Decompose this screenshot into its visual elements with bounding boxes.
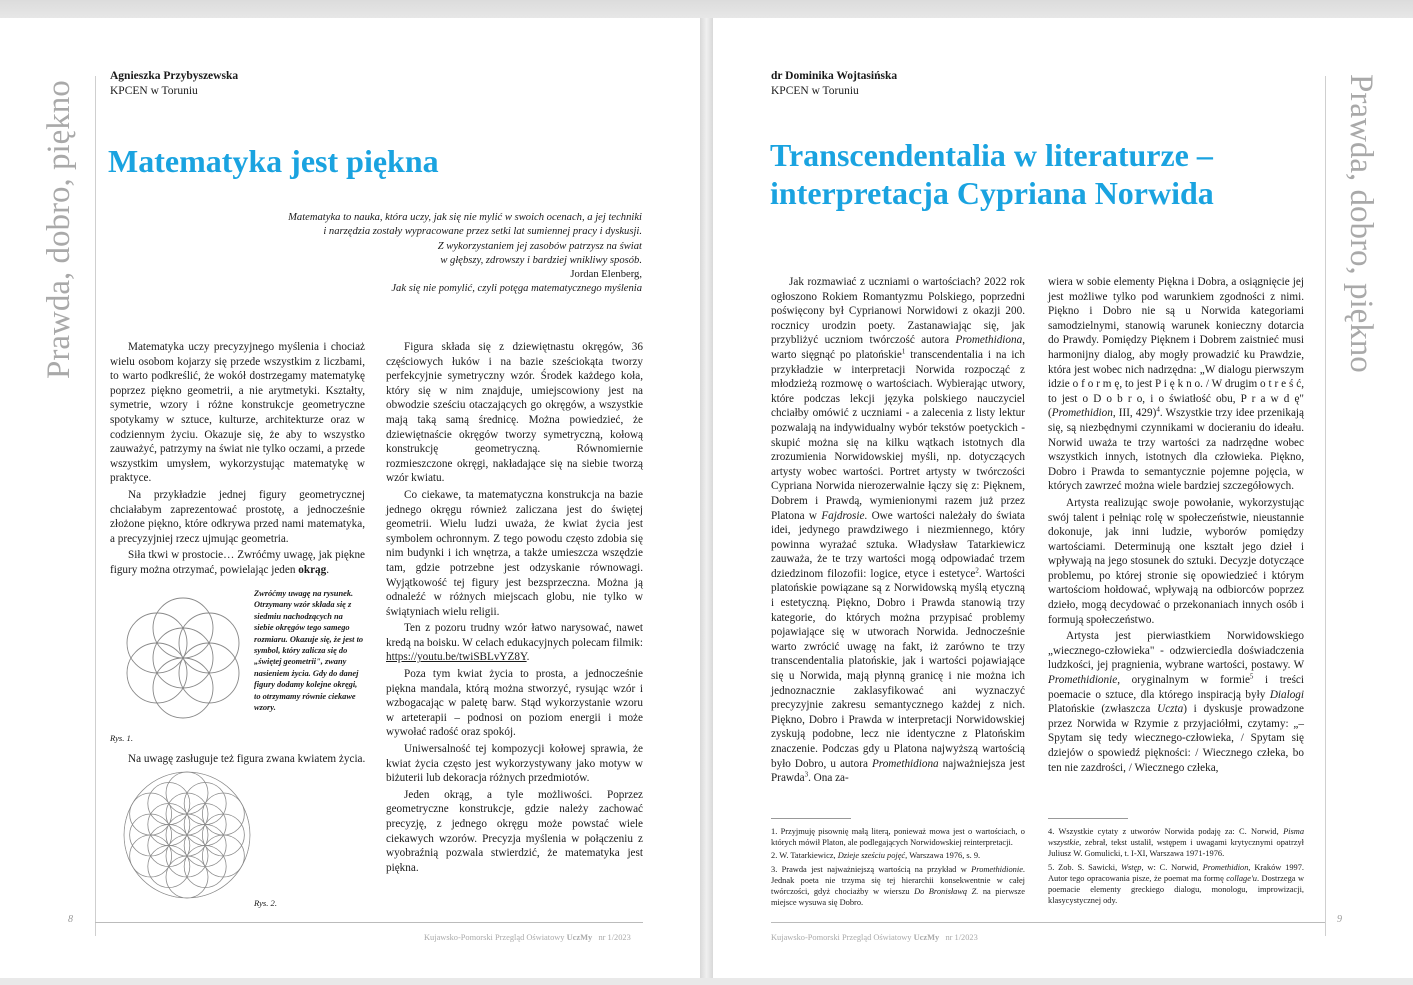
epigraph-source-author: Jordan Elenberg, — [570, 269, 642, 281]
left-side-rule — [95, 76, 96, 936]
footnote-rule-left — [771, 818, 851, 819]
left-author: Agnieszka Przybyszewska — [110, 70, 239, 82]
footnote: 5. Zob. S. Sawicki, Wstęp, w: C. Norwid, Promethidion, Kraków 1997. Autor tego opracowania pisze, że poemat ma formę collage'u. Dostrzega w poemacie elementy greckiego dialogu, monologu, improwizacji, klasycystycznej ody. — [1048, 862, 1305, 906]
right-author: dr Dominika Wojtasińska — [771, 70, 898, 82]
paragraph: Figura składa się z dziewiętnastu okręgów, 36 częściowych łuków i na bazie sześciokąta tworzy perfekcyjnie symetryczny wzór. Środek każdego koła, który się w nim znajduje, umiejscowiony jest na obwodzie sześciu otaczających go okręgów, a wszystkie mają taką samą średnicę. Można powiedzieć, że dziewiętnaście okręgów tworzy symetryczną, kołową konstrukcję geometryczną. Równomiernie rozmieszczone okręgi, nakładające się na siebie tworzą wzór kwiatu. — [386, 341, 643, 485]
footnote: 4. Wszystkie cytaty z utworów Norwida podaję za: C. Norwid, Pisma wszystkie, zebrał, tekst ustalił, wstępem i uwagami krytycznymi opatrzył Juliusz W. Gomulicki, t. I-XI, Warszawa 1971-1976. — [1048, 827, 1304, 859]
right-affiliation: KPCEN w Toruniu — [771, 85, 859, 97]
footnote-rule-right — [1048, 818, 1128, 819]
paragraph: Uniwersalność tej kompozycji kołowej sprawia, że kwiat życia często jest wykorzystywany jako motyw w biżuterii lub dekoracja różnych przedmiotów. — [386, 743, 643, 785]
paragraph: Matematyka uczy precyzyjnego myślenia i chociaż wielu osobom kojarzy się przede wszystkim z liczbami, to warto podkreślić, że wokół dostrzegamy matematykę poprzez piękno geometrii, a nie arytmetyki. Kształty, symetrie, wzory i różne konstrukcje geometryczne spotykamy w sztuce, kulturze, architekturze oraz w codziennym życiu. Okazuje się, że aby to wszystko zauważyć, patrzymy na świat nie tylko oczami, a przede wszystkim umysłem, wykorzystując matematykę w praktyce. — [110, 341, 365, 485]
left-affiliation: KPCEN w Toruniu — [110, 85, 198, 97]
paragraph: wiera w sobie elementy Piękna i Dobra, a osiągnięcie jej jest możliwe tylko pod warunkiem zgodności z nimi. Piękno i Dobro nie są u Norwida kategoriami samodzielnymi, stanowią warunek konieczny dotarcia do Prawdy. Pomiędzy Pięknem i Dobrem zaistnieć musi harmonijny dialog, aby mogły prowadzić ku Prawdzie, która jest wobec nich nadrzędna: „W dialogu pierwszym idzie o f o r m ę, to jest P i ę k n o. / W drugim o t r e ś ć, to jest o D o b r o, i o światłość obu, P r a w d ę" (Promethidion, III, 429)$^4$. Wszystkie trzy idee przenikają się, są niezbędnymi czynnikami w docieraniu do ideału. Norwid uważa te trzy wartości za nadrzędne wobec wszystkich innych, istotnych dla człowieka. Piękno, Dobro i Prawda to semantycznie pojemne pojęcia, w których zawrzeć można wiele bardziej szczegółowych. — [1048, 276, 1305, 493]
paragraph: Artysta jest pierwiastkiem Norwidowskiego „wiecznego-człowieka" - odzwierciedla doświadczenia ludzkości, jej pragnienia, wybrane wartości, postawy. W Promethidionie, oryginalnym w formie$^5$ i treści poemacie o sztuce, dla którego inspiracją były Dialogi Platońskie (zwłaszcza Uczta) i dyskusje prowadzone przez Norwida w Rzymie z przyjaciółmi, czytamy: „– Spytam się tedy wiecznego-człowieka, / Spytam się dziejów o spowiedź piękności: / Wiecznego człeka, bo ten nie zazdrości, / Wiecznego człeka, — [1048, 630, 1304, 774]
paragraph: Siła tkwi w prostocie… Zwróćmy uwagę, jak piękne figury można otrzymać, powielając jeden okrąg. — [110, 549, 365, 576]
footnotes-left — [771, 826, 1025, 910]
epigraph-source-title: Jak się nie pomylić, czyli potęga matematycznego myślenia — [391, 283, 642, 295]
paragraph: Na uwagę zasługuje też figura zwana kwiatem życia. — [128, 753, 366, 765]
left-page — [0, 18, 700, 978]
right-article-title — [770, 136, 1214, 212]
left-footer: Kujawsko-Pomorski Przegląd Oświatowy UczMy nr 1/2023 — [424, 933, 631, 942]
right-column-1 — [771, 275, 1025, 788]
epigraph — [200, 211, 642, 297]
paragraph: Co ciekawe, ta matematyczna konstrukcja na bazie jednego okręgu również zaliczana jest do świętej geometrii. Wielu ludzi uważa, że kwiat życia jest symbolem ochronnym. Z tego powodu często zdobia się nim budynki i ich wnętrza, a także umieszcza wszędzie tam, gdzie potrzebne jest odzyskanie równowagi. Wyjątkowość tej figury jest bezsprzeczna. Można ją odnaleźć w różnych miejscach globu, nie tylko w świątyniach wielu religii. — [386, 488, 643, 618]
paragraph: Jak rozmawiać z uczniami o wartościach? 2022 rok ogłoszono Rokiem Romantyzmu Polskiego, poprzedni poświęcony był Cyprianowi Norwidowi z okazji 200. rocznicy urodzin poety. Zastanawiając się, jak przybliżyć uczniom twórczość autora Promethidiona, warto sięgnąć po platońskie$^1$ transcendentalia i na ich przykładzie w interpretacji Norwida rozpocząć z młodzieżą rozmowę o wartościach. Wybierając utwory, które podczas lekcji języka polskiego nauczyciel chciałby omówić z uczniami - a zalecenia z listy lektur pozwalają na indywidualny wybór tekstów poetyckich - skupić można się na kilku wątkach istotnych dla zrozumienia Norwidowskiej myśli, np. dotyczących artysty wobec wartości. Portret artysty w twórczości Cypriana Norwida nierozerwalnie łączy się z: Pięknem, Dobrem i Prawdą, wymienionymi razem już przez Platona w Fajdrosie. Owe wartości należały do świata idei, jedynego prawdziwego i niezmiennego, który powinna wyrażać sztuka. Władysław Tatarkiewicz zauważa, że te trzy wartości mogą odpowiadać trzem dziedzinom filozofii: logice, etyce i estetyce$^2$. Wartości platońskie powiązane są z Norwidowską myślą etyczną i estetyczną. Piękno, Dobro i Prawda stanowią trzy kategorie, do których można przypisać problemy pojawiające się w utworach Norwida. Jednocześnie warto zwrócić uwagę na fakt, iż zarówno te trzy transcendentalia platońskie, jak i wartości pojawiające się u Norwida, mają płynną granicę i nie można ich jednoznacznie zaklasyfikować ani wyznaczyć precyzyjnie zakresu semantycznego każdej z nich. Piękno, Dobro i Prawda w interpretacji Norwidowskiej zyskują podobne, lecz nie identyczne z Platońskim znaczenie. Podczas gdy u Platona najwyższą wartością było Dobro, u autora Promethidiona najważniejsza jest Prawda$^3$. Ona za- — [771, 276, 1026, 785]
figure-1-note: Zwróćmy uwagę na rysunek. Otrzymany wzór składa się z siedmiu nachodzących na siebie okręgów tego samego rozmiaru. Okazuje się, że jest to symbol, który zalicza się do „świętej geometrii", zwany nasieniem życia. Gdy do danej figury dodamy kolejne okręgi, to otrzymamy równie ciekawe wzory. — [254, 589, 364, 713]
footnote: 3. Prawda jest najważniejszą wartością na przykład w Promethidionie. Jednak poeta nie trzyma się tej hierarchii konsekwentnie w całej twórczości, gdyż chociażby w wierszu Do Bronisławą Z. na pierwsze miejsce wysuwa się Dobro. — [771, 864, 1026, 908]
footnote: 1. Przyjmuję pisownię małą literą, ponieważ mowa jest o wartościach, o których mówił Platon, ale podlegających Norwidowskiej reinterpretacji. — [771, 827, 1025, 848]
right-page-number: 9 — [1337, 914, 1342, 925]
left-article-title: Matematyka jest piękna — [108, 143, 439, 179]
right-footer: Kujawsko-Pomorski Przegląd Oświatowy UczMy nr 1/2023 — [771, 933, 978, 942]
flower-of-life-figure — [122, 770, 252, 900]
epigraph-line: Z wykorzystaniem jej zasobów patrzysz na świat — [437, 240, 642, 252]
after-figure-1-text — [110, 752, 370, 769]
paragraph: Poza tym kwiat życia to prosta, a jednocześnie piękna mandala, którą można stworzyć, rysując wzór i wzbogacając w paletę barw. Stąd wykorzystanie wzoru w arteterapii – podnosi on poziom energii i może wywołać radość oraz spokój. — [386, 668, 643, 739]
title-line: interpretacja Cypriana Norwida — [770, 175, 1214, 211]
title-line: Transcendentalia w literaturze – — [770, 137, 1213, 173]
left-footer-rule — [95, 922, 643, 923]
left-column-2 — [386, 340, 643, 877]
epigraph-line: i narzędzia zostały wypracowane przez setki lat sumiennej pracy i dyskusji. — [323, 226, 642, 238]
right-side-rule — [1325, 76, 1326, 936]
right-column-2 — [1048, 275, 1304, 777]
left-page-number: 8 — [68, 914, 73, 925]
left-column-1 — [110, 340, 365, 580]
footnote: 2. W. Tatarkiewicz, Dzieje sześciu pojęć, Warszawa 1976, s. 9. — [771, 851, 981, 861]
left-side-title: Prawda, dobro, piękno — [41, 80, 77, 379]
figure-1-caption: Rys. 1. — [110, 733, 133, 743]
right-footer-rule — [771, 922, 1325, 923]
paragraph: Na przykładzie jednej figury geometrycznej chciałabym zaprezentować prostotę, a jednocześnie złożone piękno, które odkrywa przed nami matematyka, a precyzyjniej rzecz ujmując geometria. — [110, 488, 365, 545]
footnotes-right — [1048, 826, 1304, 908]
epigraph-line: w głębszy, zdrowszy i bardziej wnikliwy sposób. — [440, 254, 642, 266]
paragraph: Jeden okrąg, a tyle możliwości. Poprzez geometryczne konstrukcje, gdzie należy zachować precyzję, z jednego okręgu może powstać wiele ciekawych wzorów. Precyzja myślenia w połączeniu z wyobraźnią pozwala stwierdzić, że matematyka jest piękna. — [386, 788, 643, 874]
right-side-title: Prawda, dobro, piękno — [1343, 74, 1379, 373]
video-link[interactable]: https://youtu.be/twiSBLvYZ8Y — [386, 651, 527, 664]
epigraph-line: Matematyka to nauka, która uczy, jak się nie mylić w swoich ocenach, a jej techniki — [288, 212, 642, 223]
figure-2-caption: Rys. 2. — [254, 898, 277, 908]
paragraph: Ten z pozoru trudny wzór łatwo narysować, nawet kredą na boisku. W celach edukacyjnych polecam filmik: https://youtu.be/twiSBLvYZ8Y. — [386, 622, 643, 664]
right-page — [713, 18, 1413, 978]
page-gutter — [700, 18, 713, 978]
seed-of-life-figure — [118, 591, 248, 726]
paragraph: Artysta realizując swoje powołanie, wykorzystując swój talent i pełniąc rolę w społeczeństwie, nieustannie dokonuje, jak inni ludzie, wyborów pomiędzy wartościami. Determinują one kształt jego dzieł i wpływają na jego stosunek do sztuki. Decyzje dotyczące problemu, po której stronie się opowiedzieć i którym wartościom hołdować, wpływają na odbiorców poprzez dzieło, mogą decydować o przekonaniach innych osób i formują społeczeństwo. — [1048, 496, 1304, 626]
